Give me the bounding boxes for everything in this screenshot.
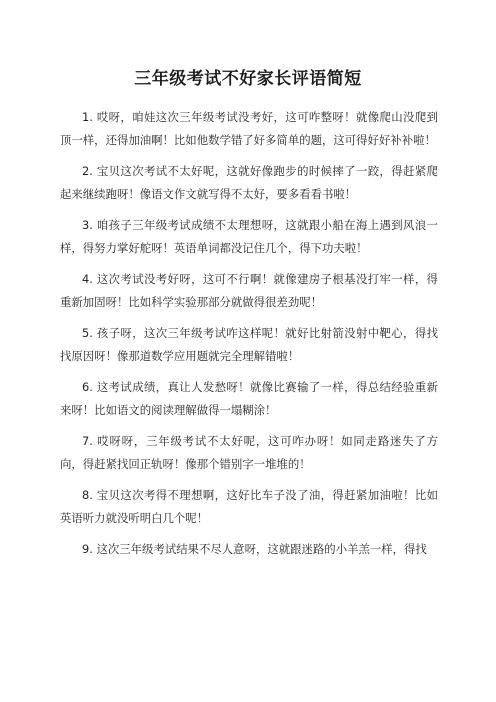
paragraph-3: 3. 咱孩子三年级考试成绩不太理想呀，这就跟小船在海上遇到风浪一样，得努力掌好舵呀！英语单词都没记住几个，得下功夫啦！	[60, 218, 438, 255]
paragraph-9: 9. 这次三年级考试结果不尽人意呀，这就跟迷路的小羊羔一样，得找	[82, 542, 427, 556]
document-body	[60, 106, 438, 570]
paragraph-4: 4. 这次考试没考好呀，这可不行啊！就像建房子根基没打牢一样，得重新加固呀！比如科学实验那部分就做得很差劲呢！	[60, 272, 438, 309]
paragraph-7: 7. 哎呀呀，三年级考试不太好呢，这可咋办呀！如同走路迷失了方向，得赶紧找回正轨呀！像那个错别字一堆堆的！	[60, 434, 438, 471]
paragraph-2: 2. 宝贝这次考试不太好呢，这就好像跑步的时候摔了一跤，得赶紧爬起来继续跑呀！像语文作文就写得不太好，要多看看书啦！	[60, 164, 438, 201]
paragraph-8: 8. 宝贝这次考得不理想啊，这好比车子没了油，得赶紧加油啦！比如英语听力就没听明白几个呢！	[60, 488, 438, 525]
paragraph-1: 1. 哎呀，咱娃这次三年级考试没考好，这可咋整呀！就像爬山没爬到顶一样，还得加油啊！比如他数学错了好多简单的题，这可得好好补补啦！	[60, 110, 438, 147]
document-title: 三年级考试不好家长评语简短	[134, 69, 362, 89]
paragraph-5: 5. 孩子呀，这次三年级考试咋这样呢！就好比射箭没射中靶心，得找找原因呀！像那道数学应用题就完全理解错啦！	[60, 326, 438, 363]
paragraph-6: 6. 这考试成绩，真让人发愁呀！就像比赛输了一样，得总结经验重新来呀！比如语文的阅读理解做得一塌糊涂！	[60, 380, 438, 417]
